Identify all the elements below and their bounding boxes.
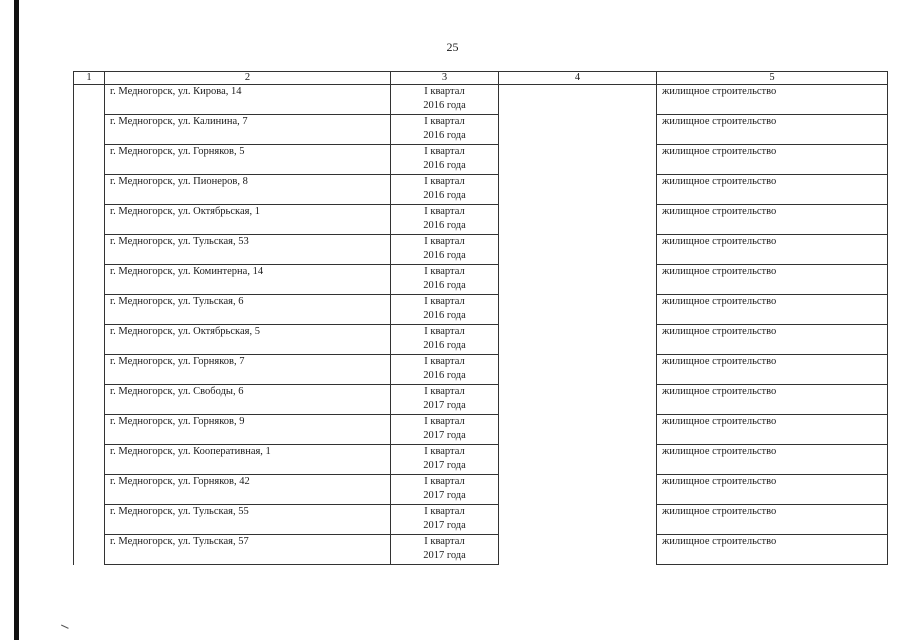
address-cell: г. Медногорск, ул. Калинина, 7 (105, 115, 391, 145)
period-quarter: I квартал (424, 326, 465, 337)
column-4-cell (499, 205, 657, 235)
period-quarter: I квартал (424, 446, 465, 457)
row-number-cell (74, 385, 105, 415)
row-number-cell (74, 205, 105, 235)
period-quarter: I квартал (424, 476, 465, 487)
column-4-cell (499, 385, 657, 415)
row-number-cell (74, 505, 105, 535)
table-row (74, 385, 888, 415)
table-row (74, 355, 888, 385)
header-col-3: 3 (391, 72, 499, 85)
purpose-cell: жилищное строительство (657, 385, 888, 415)
table-row (74, 415, 888, 445)
period-cell (391, 475, 499, 505)
purpose-cell: жилищное строительство (657, 175, 888, 205)
purpose-cell: жилищное строительство (657, 415, 888, 445)
row-number-cell (74, 265, 105, 295)
period-cell (391, 505, 499, 535)
row-number-cell (74, 535, 105, 565)
header-col-4: 4 (499, 72, 657, 85)
period-year: 2016 года (423, 370, 466, 381)
column-4-cell (499, 475, 657, 505)
period-quarter: I квартал (424, 116, 465, 127)
table-row (74, 205, 888, 235)
address-cell: г. Медногорск, ул. Горняков, 42 (105, 475, 391, 505)
period-year: 2016 года (423, 130, 466, 141)
period-cell (391, 265, 499, 295)
row-number-cell (74, 325, 105, 355)
period-cell (391, 445, 499, 475)
column-4-cell (499, 115, 657, 145)
period-quarter: I квартал (424, 416, 465, 427)
purpose-cell: жилищное строительство (657, 355, 888, 385)
period-cell (391, 115, 499, 145)
address-cell: г. Медногорск, ул. Кирова, 14 (105, 85, 391, 115)
purpose-cell: жилищное строительство (657, 445, 888, 475)
table-row (74, 265, 888, 295)
address-cell: г. Медногорск, ул. Октябрьская, 5 (105, 325, 391, 355)
purpose-cell: жилищное строительство (657, 145, 888, 175)
column-4-cell (499, 145, 657, 175)
period-quarter: I квартал (424, 146, 465, 157)
table-body (74, 85, 888, 565)
column-4-cell (499, 85, 657, 115)
scan-artifact-mark (59, 625, 68, 633)
table-row (74, 145, 888, 175)
column-4-cell (499, 355, 657, 385)
period-year: 2016 года (423, 190, 466, 201)
table-row (74, 295, 888, 325)
period-year: 2016 года (423, 250, 466, 261)
period-cell (391, 355, 499, 385)
purpose-cell: жилищное строительство (657, 265, 888, 295)
period-cell (391, 385, 499, 415)
period-cell (391, 295, 499, 325)
table-header (74, 72, 888, 85)
row-number-cell (74, 295, 105, 325)
address-cell: г. Медногорск, ул. Горняков, 7 (105, 355, 391, 385)
period-cell (391, 205, 499, 235)
row-number-cell (74, 145, 105, 175)
address-cell: г. Медногорск, ул. Тульская, 6 (105, 295, 391, 325)
header-row (74, 72, 888, 85)
column-4-cell (499, 415, 657, 445)
period-year: 2016 года (423, 220, 466, 231)
period-cell (391, 145, 499, 175)
table-row (74, 475, 888, 505)
table-row (74, 85, 888, 115)
period-year: 2016 года (423, 160, 466, 171)
column-4-cell (499, 265, 657, 295)
period-year: 2016 года (423, 280, 466, 291)
period-year: 2017 года (423, 460, 466, 471)
period-cell (391, 235, 499, 265)
header-col-1: 1 (74, 72, 105, 85)
header-col-5: 5 (657, 72, 888, 85)
column-4-cell (499, 175, 657, 205)
column-4-cell (499, 505, 657, 535)
period-year: 2017 года (423, 490, 466, 501)
period-quarter: I квартал (424, 86, 465, 97)
page-number: 25 (446, 40, 459, 54)
row-number-cell (74, 355, 105, 385)
row-number-cell (74, 445, 105, 475)
table-row (74, 445, 888, 475)
period-quarter: I квартал (424, 206, 465, 217)
column-4-cell (499, 295, 657, 325)
period-cell (391, 175, 499, 205)
scan-edge-shadow (14, 0, 19, 640)
period-year: 2016 года (423, 340, 466, 351)
header-col-2: 2 (105, 72, 391, 85)
purpose-cell: жилищное строительство (657, 505, 888, 535)
address-cell: г. Медногорск, ул. Пионеров, 8 (105, 175, 391, 205)
period-quarter: I квартал (424, 176, 465, 187)
table-row (74, 505, 888, 535)
period-quarter: I квартал (424, 386, 465, 397)
period-year: 2017 года (423, 430, 466, 441)
period-quarter: I квартал (424, 536, 465, 547)
purpose-cell: жилищное строительство (657, 535, 888, 565)
table-row (74, 235, 888, 265)
period-cell (391, 535, 499, 565)
purpose-cell: жилищное строительство (657, 325, 888, 355)
purpose-cell: жилищное строительство (657, 85, 888, 115)
period-cell (391, 325, 499, 355)
column-4-cell (499, 235, 657, 265)
period-year: 2016 года (423, 310, 466, 321)
row-number-cell (74, 415, 105, 445)
table-row (74, 325, 888, 355)
period-quarter: I квартал (424, 356, 465, 367)
period-cell (391, 415, 499, 445)
purpose-cell: жилищное строительство (657, 205, 888, 235)
address-cell: г. Медногорск, ул. Горняков, 9 (105, 415, 391, 445)
column-4-cell (499, 535, 657, 565)
address-cell: г. Медногорск, ул. Свободы, 6 (105, 385, 391, 415)
address-cell: г. Медногорск, ул. Тульская, 53 (105, 235, 391, 265)
row-number-cell (74, 175, 105, 205)
address-cell: г. Медногорск, ул. Октябрьская, 1 (105, 205, 391, 235)
row-number-cell (74, 85, 105, 115)
row-number-cell (74, 475, 105, 505)
address-cell: г. Медногорск, ул. Тульская, 57 (105, 535, 391, 565)
period-quarter: I квартал (424, 236, 465, 247)
address-cell: г. Медногорск, ул. Кооперативная, 1 (105, 445, 391, 475)
period-quarter: I квартал (424, 506, 465, 517)
period-year: 2017 года (423, 400, 466, 411)
register-table (73, 71, 888, 565)
purpose-cell: жилищное строительство (657, 235, 888, 265)
period-cell (391, 85, 499, 115)
period-quarter: I квартал (424, 266, 465, 277)
period-quarter: I квартал (424, 296, 465, 307)
row-number-cell (74, 235, 105, 265)
period-year: 2017 года (423, 550, 466, 561)
purpose-cell: жилищное строительство (657, 475, 888, 505)
purpose-cell: жилищное строительство (657, 115, 888, 145)
address-cell: г. Медногорск, ул. Тульская, 55 (105, 505, 391, 535)
address-cell: г. Медногорск, ул. Коминтерна, 14 (105, 265, 391, 295)
table-row (74, 175, 888, 205)
period-year: 2017 года (423, 520, 466, 531)
period-year: 2016 года (423, 100, 466, 111)
row-number-cell (74, 115, 105, 145)
column-4-cell (499, 445, 657, 475)
purpose-cell: жилищное строительство (657, 295, 888, 325)
table-row (74, 535, 888, 565)
table-row (74, 115, 888, 145)
address-cell: г. Медногорск, ул. Горняков, 5 (105, 145, 391, 175)
column-4-cell (499, 325, 657, 355)
